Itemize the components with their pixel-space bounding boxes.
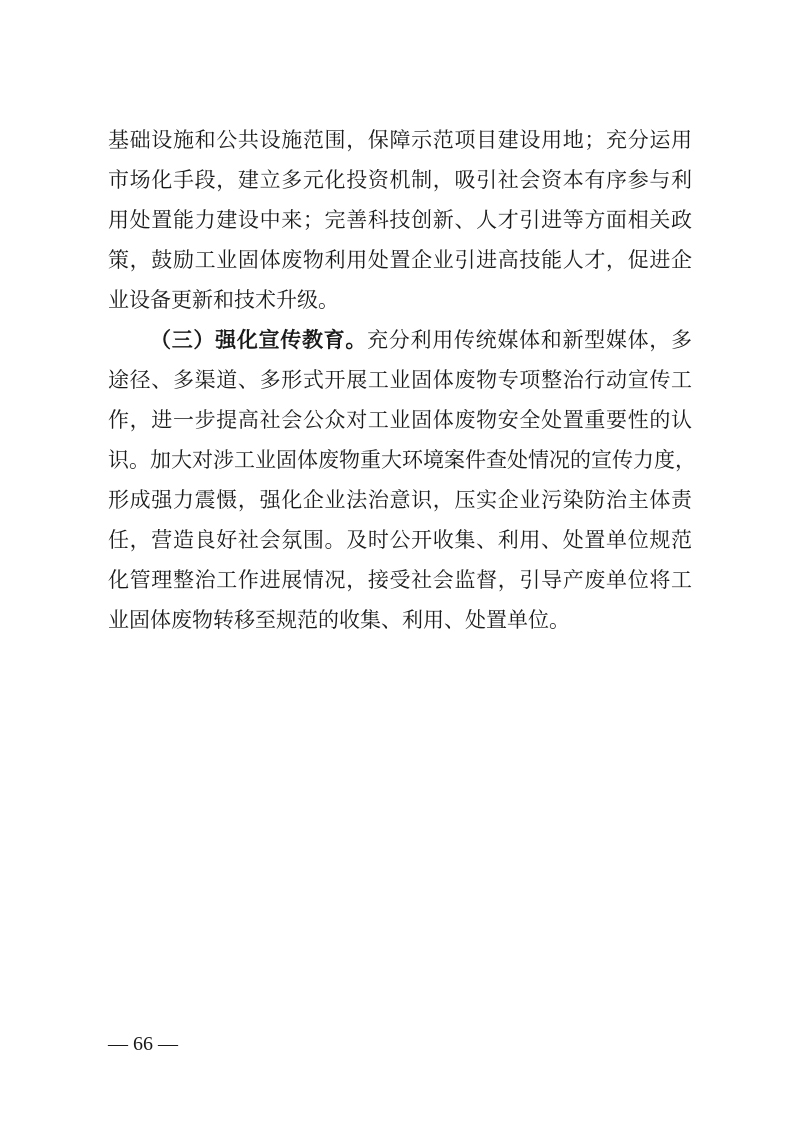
body-text xyxy=(108,120,696,640)
text-line: 途径、多渠道、多形式开展工业固体废物专项整治行动宣传工 xyxy=(108,368,692,392)
text-line: 市场化手段，建立多元化投资机制，吸引社会资本有序参与利 xyxy=(108,168,692,192)
text-line: 化管理整治工作进展情况，接受社会监督，引导产废单位将工 xyxy=(108,568,692,592)
text-line-rest: 充分利用传统媒体和新型媒体，多 xyxy=(367,328,693,352)
text-line: 用处置能力建设中来；完善科技创新、人才引进等方面相关政 xyxy=(108,208,692,232)
text-line: 任，营造良好社会氛围。及时公开收集、利用、处置单位规范 xyxy=(108,528,692,552)
text-line: 业设备更新和技术升级。 xyxy=(108,288,339,312)
page-number: — 66 — xyxy=(108,1033,178,1055)
text-line: 业固体废物转移至规范的收集、利用、处置单位。 xyxy=(108,608,570,632)
section-heading: （三）强化宣传教育。 xyxy=(150,327,368,352)
text-line: 策，鼓励工业固体废物利用处置企业引进高技能人才，促进企 xyxy=(108,248,692,272)
text-line xyxy=(108,320,692,360)
paragraph-infrastructure-support xyxy=(108,120,692,320)
text-line: 基础设施和公共设施范围，保障示范项目建设用地；充分运用 xyxy=(108,128,692,152)
text-line: 形成强力震慑，强化企业法治意识，压实企业污染防治主体责 xyxy=(108,488,692,512)
text-line: 识。加大对涉工业固体废物重大环境案件查处情况的宣传力度， xyxy=(108,448,696,472)
paragraph-publicity-education xyxy=(108,320,696,640)
text-line: 作，进一步提高社会公众对工业固体废物安全处置重要性的认 xyxy=(108,408,692,432)
